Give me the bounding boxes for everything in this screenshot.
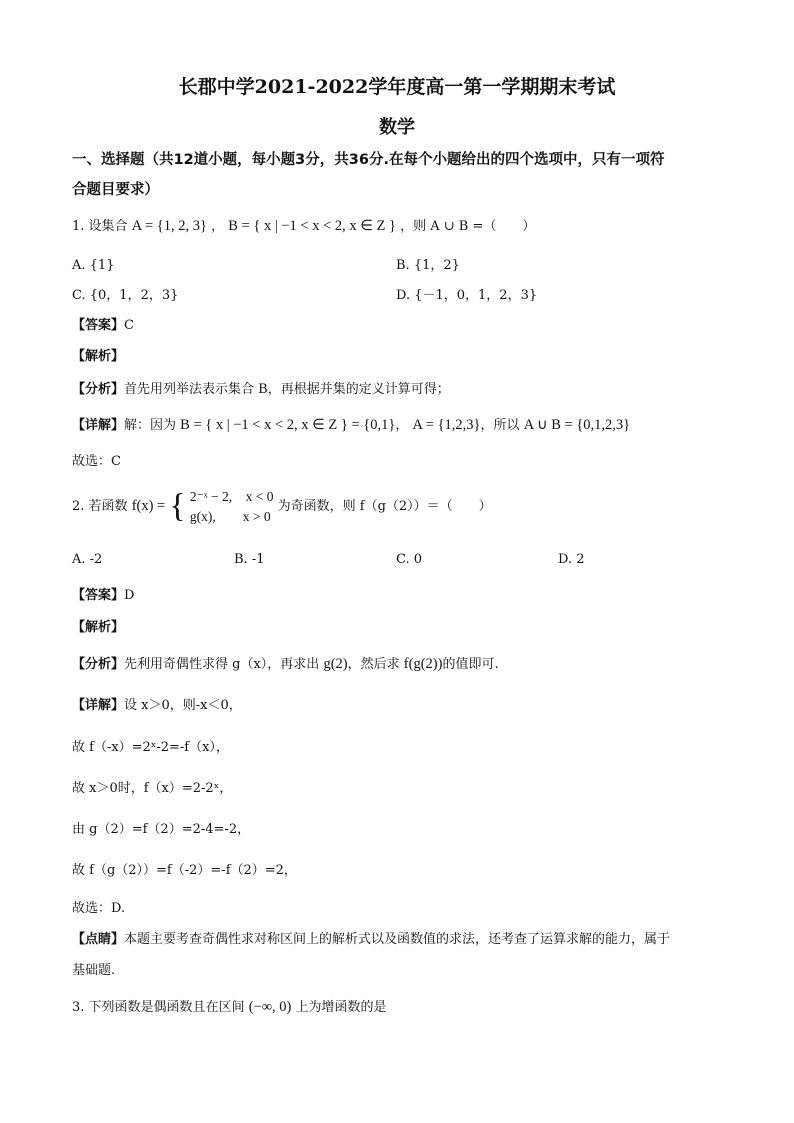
q2-step-5: 故选：D. bbox=[72, 901, 126, 916]
q2-option-a: A. -2 bbox=[72, 552, 103, 567]
q2-comment bbox=[72, 930, 670, 950]
q2-stem bbox=[72, 484, 492, 529]
q2-brace: { bbox=[169, 487, 186, 525]
q1-answer-tag: 【答案】 bbox=[72, 318, 125, 333]
q2-fenxi-e: 的值即可. bbox=[442, 657, 499, 672]
section-heading-line1: 一、选择题（共12道小题，每小题3分，共36分.在每个小题给出的四个选项中，只有一项符 bbox=[72, 152, 665, 168]
q2-step-4: 故 f（g（2））=f（-2）=-f（2）=2， bbox=[72, 863, 297, 878]
q2-fenxi-tag: 【分析】 bbox=[72, 657, 125, 672]
q2-detail-text: 设 x＞0，则-x＜0， bbox=[124, 698, 242, 713]
q1-comma: ， bbox=[211, 219, 225, 234]
q1-analysis-tag: 【解析】 bbox=[72, 349, 125, 364]
q2-option-d: D. 2 bbox=[558, 552, 585, 567]
q2-prefix: 2. 若函数 bbox=[72, 499, 128, 514]
q2-suffix: 为奇函数，则 f（g（2））＝（ ） bbox=[277, 499, 492, 514]
q1-detail-c: ， bbox=[395, 418, 409, 433]
q3-interval: (−∞, 0) bbox=[248, 999, 292, 1015]
q2-comment-tag: 【点睛】 bbox=[72, 932, 125, 947]
q2-option-b: B. -1 bbox=[234, 552, 265, 567]
q2-detail bbox=[72, 696, 242, 716]
q1-set-a: A = {1, 2, 3} bbox=[131, 218, 207, 234]
q2-fenxi-a: 先利用奇偶性求得 g（x），再求出 bbox=[124, 657, 320, 672]
q3-prefix: 3. 下列函数是偶函数且在区间 bbox=[72, 1000, 245, 1015]
q1-option-c: C. {0，1，2，3} bbox=[72, 288, 179, 303]
q1-conclusion: 故选：C bbox=[72, 454, 121, 469]
q1-set-b: B = { x | −1 < x < 2, x ∈ Z } bbox=[228, 218, 396, 234]
q2-analysis-tag: 【解析】 bbox=[72, 620, 125, 635]
q1-detail-e: ，所以 bbox=[480, 418, 520, 433]
q1-option-d: D. {－1，0，1，2，3} bbox=[396, 288, 538, 303]
q1-fenxi-text: 首先用列举法表示集合 B，再根据并集的定义计算可得； bbox=[124, 382, 450, 397]
q2-answer-value: D bbox=[124, 588, 135, 603]
q2-fenxi-d: f(g(2)) bbox=[403, 656, 443, 672]
q2-fenxi-b: g(2) bbox=[323, 656, 348, 672]
q2-comment-line2: 基础题. bbox=[72, 963, 116, 978]
q2-cases bbox=[190, 487, 274, 527]
q1-fenxi bbox=[72, 380, 450, 400]
q1-option-b: B. {1，2} bbox=[396, 258, 460, 273]
q2-case-1: 2⁻ˣ − 2, x < 0 bbox=[189, 488, 274, 504]
q1-stem bbox=[72, 216, 535, 237]
exam-subject: 数学 bbox=[379, 117, 415, 138]
q2-comment-line1: 本题主要考查奇偶性求对称区间上的解析式以及函数值的求法，还考查了运算求解的能力，属于 bbox=[124, 932, 671, 947]
q2-answer-tag: 【答案】 bbox=[72, 588, 125, 603]
q1-detail-f: A ∪ B = {0,1,2,3} bbox=[523, 417, 631, 433]
exam-title: 长郡中学2021-2022学年度高一第一学期期末考试 bbox=[178, 76, 616, 98]
q1-fenxi-tag: 【分析】 bbox=[72, 382, 125, 397]
q3-stem bbox=[72, 997, 387, 1018]
q1-prefix: 1. 设集合 bbox=[72, 219, 128, 234]
q1-detail-a: 解：因为 bbox=[124, 418, 177, 433]
q2-fenxi bbox=[72, 654, 499, 675]
q1-suffix: ，则 A ∪ B =（ ） bbox=[400, 219, 536, 234]
q2-fenxi-c: ，然后求 bbox=[347, 657, 400, 672]
q2-case-2: g(x), x > 0 bbox=[189, 508, 271, 524]
q1-answer bbox=[72, 316, 134, 336]
q1-option-a: A. {1} bbox=[72, 258, 115, 273]
q2-step-1: 故 f（-x）=2ˣ-2=-f（x）， bbox=[72, 740, 229, 755]
q1-detail-b: B = { x | −1 < x < 2, x ∈ Z } = {0,1} bbox=[180, 417, 396, 433]
q2-answer bbox=[72, 586, 134, 606]
q1-detail-tag: 【详解】 bbox=[72, 418, 125, 433]
q2-fx: f(x) = bbox=[131, 498, 166, 514]
section-heading-line2: 合题目要求） bbox=[72, 182, 159, 198]
q1-detail-d: A = {1,2,3} bbox=[412, 417, 481, 433]
q2-step-2: 故 x＞0时，f（x）=2-2ˣ， bbox=[72, 781, 233, 796]
q1-detail bbox=[72, 415, 630, 436]
q2-step-3: 由 g（2）=f（2）=2-4=-2， bbox=[72, 822, 251, 837]
q2-option-c: C. 0 bbox=[396, 552, 423, 567]
q2-detail-tag: 【详解】 bbox=[72, 698, 125, 713]
q3-suffix: 上为增函数的是 bbox=[295, 1000, 387, 1015]
q1-answer-value: C bbox=[124, 318, 134, 333]
